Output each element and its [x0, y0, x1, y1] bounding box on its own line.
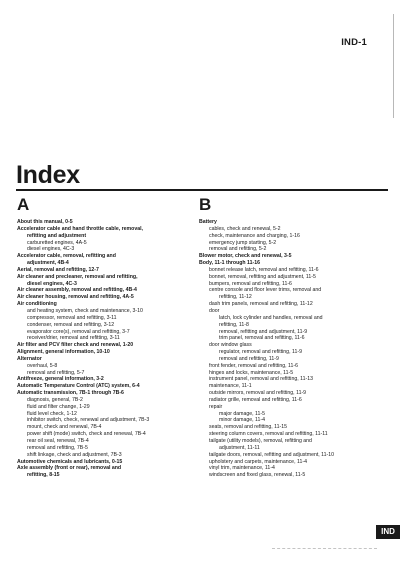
index-entry: Accelerator cable and hand throttle cable, removal, — [17, 225, 143, 232]
index-entry: refitting, 8-15 — [27, 472, 60, 479]
index-entry: diagnosis, general, 7B-2 — [27, 396, 83, 403]
index-entry: minor damage, 11-4 — [219, 417, 266, 424]
index-entry: dash trim panels, removal and refitting, 11-12 — [209, 301, 313, 308]
index-entry: windscreen and fixed glass, renewal, 11-5 — [209, 472, 306, 479]
index-entry: condenser, removal and refitting, 3-12 — [27, 321, 115, 328]
section-tab: IND — [376, 525, 400, 539]
index-entry: radiator grille, removal and refitting, 11-6 — [209, 396, 302, 403]
index-entry: shift linkage, check and adjustment, 7B-3 — [27, 451, 122, 458]
index-entry: vinyl trim, maintenance, 11-4 — [209, 465, 275, 472]
index-entry: removal and refitting, 5-7 — [27, 369, 85, 376]
index-entry: bonnet release latch, removal and refitting, 11-6 — [209, 266, 319, 273]
index-entry: check, maintenance and charging, 1-16 — [209, 232, 300, 239]
index-entry: Aerial, removal and refitting, 12-7 — [17, 266, 99, 273]
index-entry: Air cleaner and precleaner, removal and refitting, — [17, 273, 138, 280]
index-entry: evaporator core(s), removal and refitting, 3-7 — [27, 328, 130, 335]
index-entry: refitting, 11-12 — [219, 294, 252, 301]
index-entry: refitting and adjustment — [27, 232, 87, 239]
index-entry: cables, check and renewal, 5-2 — [209, 225, 281, 232]
index-entry: carburetted engines, 4A-5 — [27, 239, 87, 246]
index-entry: tailgate (utility models), removal, refitting and — [209, 438, 312, 444]
index-entry: Body, 11-1 through 11-16 — [199, 260, 261, 267]
index-column-b — [199, 196, 383, 479]
index-entry: seats, removal and refitting, 11-15 — [209, 424, 288, 431]
index-entry: fluid and filter change, 1-29 — [27, 403, 90, 410]
index-column-a — [17, 196, 202, 479]
index-entry: mount, check and renewal, 7B-4 — [27, 424, 102, 431]
index-entry: Axle assembly (front or rear), removal and — [17, 465, 122, 472]
index-entry: Automotive chemicals and lubricants, 0-15 — [17, 458, 123, 465]
index-entry: rear oil seal, renewal, 7B-4 — [27, 438, 89, 444]
index-entry: door window glass — [209, 342, 252, 349]
index-entry: diesel engines, 4C-3 — [27, 280, 77, 287]
page-number: IND-1 — [341, 37, 367, 48]
entry-list-a — [17, 219, 202, 479]
index-entry: hinges and locks, maintenance, 11-5 — [209, 369, 294, 376]
footer-rule — [272, 548, 377, 549]
index-entry: power shift (mode) switch, check and renewal, 7B-4 — [27, 431, 146, 438]
index-entry: front fender, removal and refitting, 11-6 — [209, 362, 299, 369]
index-entry: removal and refitting, 7B-5 — [27, 444, 88, 451]
index-entry: receiver/drier, removal and refitting, 3-11 — [27, 335, 120, 342]
index-entry: Battery — [199, 219, 217, 225]
index-entry: tailgate doors, removal, refitting and adjustment, 11-10 — [209, 451, 335, 458]
index-entry: overhaul, 5-8 — [27, 362, 58, 369]
index-entry: bumpers, removal and refitting, 11-6 — [209, 280, 292, 287]
index-entry: Air cleaner assembly, removal and refitting, 4B-4 — [17, 287, 137, 294]
index-entry: regulator, removal and refitting, 11-9 — [219, 349, 302, 356]
index-entry: instrument panel, removal and refitting, 11-13 — [209, 376, 313, 383]
index-entry: adjustment, 11-11 — [219, 444, 260, 451]
index-entry: diesel engines, 4C-3 — [27, 246, 75, 253]
index-entry: Air filter and PCV filter check and renewal, 1-20 — [17, 342, 134, 349]
index-entry: fluid level check, 1-12 — [27, 410, 77, 417]
margin-mark — [393, 14, 394, 118]
index-entry: removal and refitting, 5-2 — [209, 246, 267, 253]
index-entry: Alignment, general information, 10-10 — [17, 349, 110, 356]
index-entry: removal and refitting, 11-9 — [219, 355, 279, 362]
index-entry: Air conditioning — [17, 301, 57, 308]
index-entry: Accelerator cable, removal, refitting and — [17, 253, 116, 260]
title-rule — [16, 189, 388, 191]
index-entry: steering column covers, removal and refitting, 11-11 — [209, 431, 328, 438]
index-entry: Automatic transmission, 7B-1 through 7B-6 — [17, 390, 124, 397]
section-letter-b: B — [199, 195, 212, 214]
index-entry: Air cleaner housing, removal and refitting, 4A-5 — [17, 294, 134, 301]
index-entry: inhibitor switch, check, renewal and adjustment, 7B-3 — [27, 417, 150, 424]
index-entry: Alternator — [17, 355, 42, 362]
index-entry: maintenance, 11-1 — [209, 383, 252, 390]
index-entry: repair — [209, 403, 223, 410]
index-entry: latch, lock cylinder and handles, removal and — [219, 314, 323, 321]
entry-list-b — [199, 219, 383, 479]
index-entry: About this manual, 0-5 — [17, 219, 73, 225]
page-title: Index — [16, 161, 80, 189]
index-entry: refitting, 11-8 — [219, 321, 249, 328]
index-entry: door — [209, 307, 220, 314]
index-entry: Antifreeze, general information, 3-2 — [17, 376, 104, 383]
index-entry: compressor, removal and refitting, 3-11 — [27, 314, 117, 321]
index-entry: Blower motor, check and renewal, 3-5 — [199, 253, 292, 260]
index-entry: centre console and floor lever trims, removal and — [209, 287, 322, 294]
index-entry: adjustment, 4B-4 — [27, 260, 69, 267]
section-letter-a: A — [17, 195, 30, 214]
index-entry: and heating system, check and maintenance, 3-10 — [27, 307, 143, 314]
index-entry: Automatic Temperature Control (ATC) system, 6-4 — [17, 383, 140, 390]
index-entry: removal, refitting and adjustment, 11-9 — [219, 328, 308, 335]
index-entry: emergency jump starting, 5-2 — [209, 239, 277, 246]
index-entry: major damage, 11-5 — [219, 410, 266, 417]
index-entry: upholstery and carpets, maintenance, 11-4 — [209, 458, 307, 465]
index-entry: bonnet, removal, refitting and adjustment, 11-5 — [209, 273, 316, 280]
index-entry: trim panel, removal and refitting, 11-6 — [219, 335, 305, 342]
index-entry: outside mirrors, removal and refitting, 11-9 — [209, 390, 307, 397]
